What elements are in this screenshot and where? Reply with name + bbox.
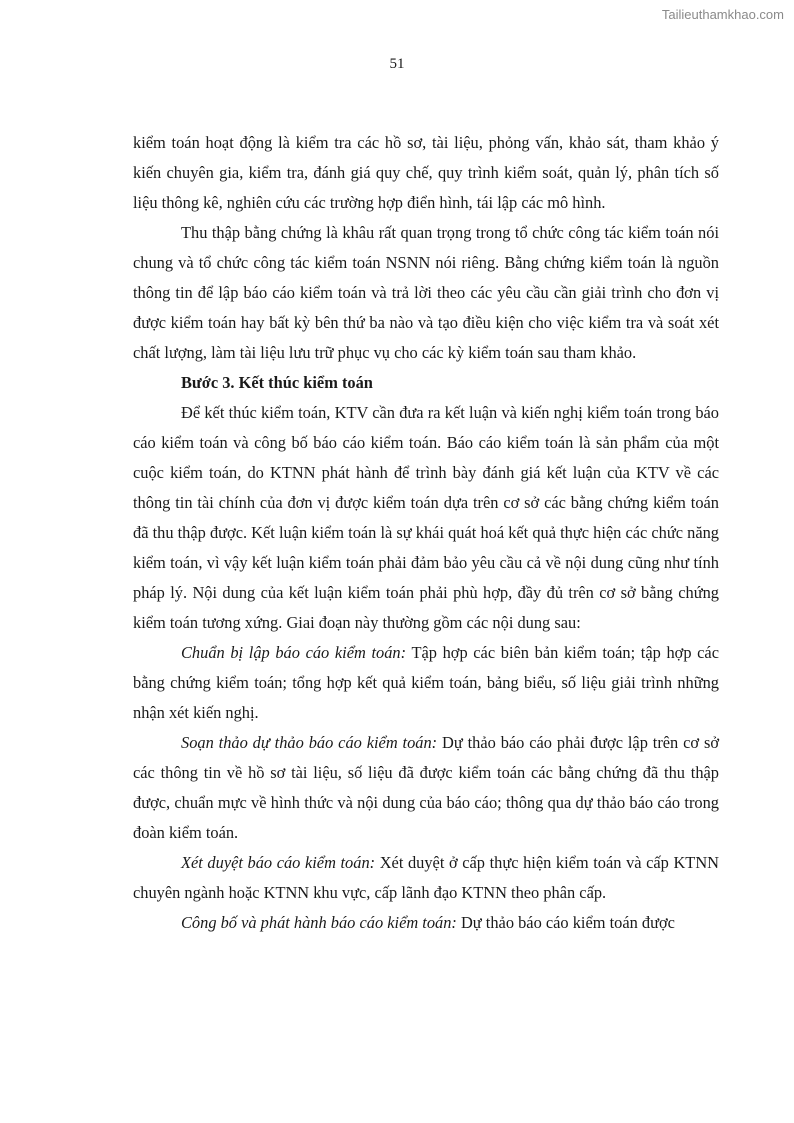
paragraph-4-lead: Chuẩn bị lập báo cáo kiểm toán:	[181, 643, 407, 662]
document-body	[133, 128, 719, 938]
paragraph-5	[133, 728, 719, 848]
paragraph-1: kiểm toán hoạt động là kiểm tra các hồ sơ, tài liệu, phỏng vấn, khảo sát, tham khảo ý kiến chuyên gia, kiểm tra, đánh giá quy chế, quy trình kiểm soát, quản lý, phân tích số liệu thông kê, nghiên cứu các trường hợp điển hình, tái lập các mô hình.	[133, 133, 719, 212]
paragraph-6	[133, 848, 719, 908]
paragraph-4	[133, 638, 719, 728]
page-number: 51	[389, 56, 405, 72]
paragraph-4-body: Tập hợp các biên bản kiểm toán; tập hợp các bằng chứng kiểm toán; tổng hợp kết quả kiểm toán, bảng biểu, số liệu giải trình những nhận xét kiến nghị.	[133, 643, 719, 722]
section-heading: Bước 3. Kết thúc kiểm toán	[181, 373, 373, 392]
paragraph-6-lead: Xét duyệt báo cáo kiểm toán:	[181, 853, 376, 872]
paragraph-5-body: Dự thảo báo cáo phải được lập trên cơ sở các thông tin về hồ sơ tài liệu, số liệu đã được kiểm toán các bằng chứng đã thu thập được, chuẩn mực về hình thức và nội dung của báo cáo; thông qua dự thảo báo cáo trong đoàn kiểm toán.	[133, 733, 719, 842]
paragraph-6-body: Xét duyệt ở cấp thực hiện kiểm toán và cấp KTNN chuyên ngành hoặc KTNN khu vực, cấp lãnh đạo KTNN theo phân cấp.	[133, 853, 719, 902]
paragraph-7	[133, 908, 719, 938]
paragraph-7-lead: Công bố và phát hành báo cáo kiểm toán:	[181, 913, 457, 932]
paragraph-7-body: Dự thảo báo cáo kiểm toán được	[456, 913, 675, 932]
watermark-text: Tailieuthamkhao.com	[661, 7, 784, 22]
paragraph-2: Thu thập bằng chứng là khâu rất quan trọng trong tổ chức công tác kiểm toán nói chung và tổ chức công tác kiểm toán NSNN nói riêng. Bằng chứng kiểm toán là nguồn thông tin để lập báo cáo kiểm toán và trả lời theo các yêu cầu cần giải trình cho đơn vị được kiểm toán hay bất kỳ bên thứ ba nào và tạo điều kiện cho việc kiểm tra và soát xét chất lượng, làm tài liệu lưu trữ phục vụ cho các kỳ kiểm toán sau tham khảo.	[133, 223, 719, 362]
paragraph-5-lead: Soạn thảo dự thảo báo cáo kiểm toán:	[181, 733, 438, 752]
paragraph-3: Để kết thúc kiểm toán, KTV cần đưa ra kết luận và kiến nghị kiểm toán trong báo cáo kiểm toán và công bố báo cáo kiểm toán. Báo cáo kiểm toán là sản phẩm của một cuộc kiểm toán, do KTNN phát hành để trình bày đánh giá kết luận của KTV về các thông tin tài chính của đơn vị được kiểm toán dựa trên cơ sở các bằng chứng kiểm toán đã thu thập được. Kết luận kiểm toán là sự khái quát hoá kết quả thực hiện các chức năng kiểm toán, vì vậy kết luận kiểm toán phải đảm bảo yêu cầu cả về nội dung cũng như tính pháp lý. Nội dung của kết luận kiểm toán phải phù hợp, đầy đủ trên cơ sở bằng chứng kiểm toán tương xứng. Giai đoạn này thường gồm các nội dung sau:	[133, 403, 719, 632]
